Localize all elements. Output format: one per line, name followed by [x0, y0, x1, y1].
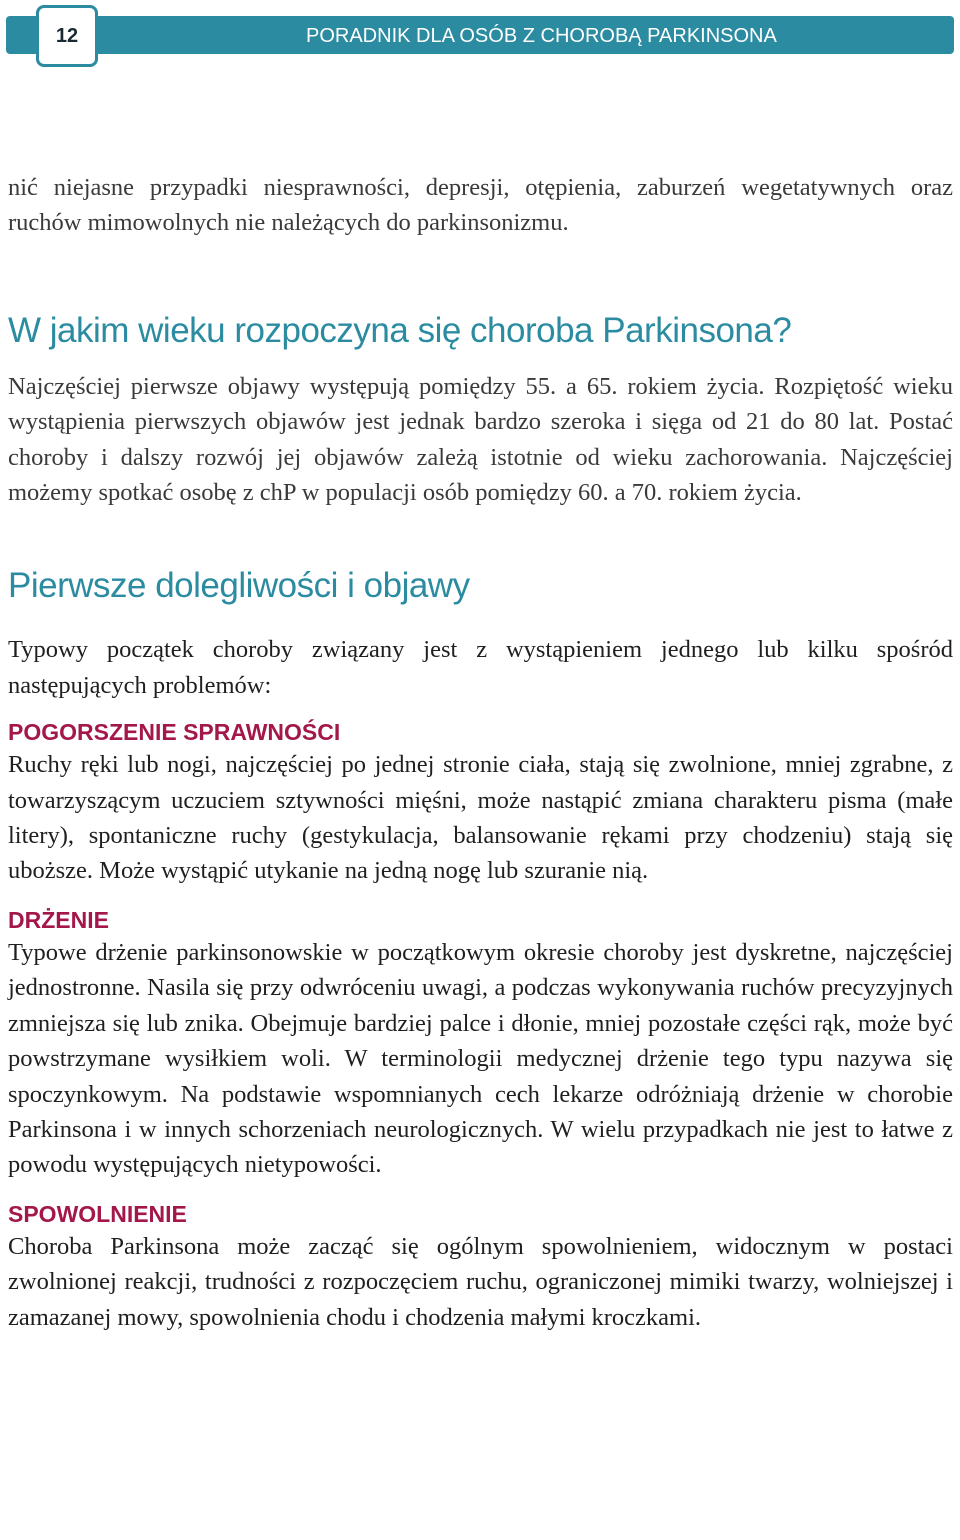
subheading-pogorszenie: POGORSZENIE SPRAWNOŚCI	[8, 719, 341, 746]
page-content	[8, 170, 953, 1335]
age-paragraph: Najczęściej pierwsze objawy występują pomiędzy 55. a 65. rokiem życia. Rozpiętość wieku wystąpienia pierwszych objawów jest jednak bardzo szeroka i sięga od 21 do 80 lat. Postać choroby i dalszy rozwój jej objawów zależą istotnie od wieku zachorowania. Najczęściej możemy spotkać osobę z chP w populacji osób pomiędzy 60. a 70. rokiem życia.	[8, 372, 953, 507]
section-heading-symptoms: Pierwsze dolegliwości i objawy	[8, 566, 470, 606]
subheading-drzenie: DRŻENIE	[8, 906, 109, 933]
paragraph-spowolnienie: Choroba Parkinsona może zacząć się ogólnym spowolnieniem, widocznym w postaci zwolnionej reakcji, trudności z rozpoczęciem ruchu, ograniczonej mimiki twarzy, wolniejszej i zamazanej mowy, spowolnienia chodu i chodzenia małymi kroczkami.	[8, 1232, 953, 1331]
page-number: 12	[36, 5, 98, 67]
symptoms-intro-paragraph: Typowy początek choroby związany jest z wystąpieniem jednego lub kilku spośród następujących problemów:	[8, 636, 953, 699]
section-heading-age: W jakim wieku rozpoczyna się choroba Parkinsona?	[8, 310, 792, 350]
subheading-spowolnienie: SPOWOLNIENIE	[8, 1200, 187, 1227]
paragraph-pogorszenie: Ruchy ręki lub nogi, najczęściej po jednej stronie ciała, stają się zwolnione, mniej zgrabne, z towarzyszącym uczuciem sztywności mięśni, może nastąpić zmiana charakteru pisma (małe litery), spontaniczne ruchy (gestykulacja, balansowanie rękami przy chodzeniu) stają się uboższe. Może wystąpić utykanie na jedną nogę lub szuranie nią.	[8, 751, 953, 885]
running-header-title: PORADNIK DLA OSÓB Z CHOROBĄ PARKINSONA	[306, 25, 777, 47]
paragraph-drzenie: Typowe drżenie parkinsonowskie w początkowym okresie choroby jest dyskretne, najczęściej jednostronne. Nasila się przy odwróceniu uwagi, a podczas wykonywania ruchów precyzyjnych zmniejsza się lub znika. Obejmuje bardziej palce i dłonie, mniej pozostałe części rąk, może być powstrzymane wysiłkiem woli. W terminologii medycznej drżenie tego typu nazywa się spoczynkowym. Na podstawie wspomnianych cech lekarze odróżniają drżenie w chorobie Parkinsona i w innych schorzeniach neurologicznych. W wielu przypadkach nie jest to łatwe z powodu występujących nietypowości.	[8, 938, 953, 1179]
intro-paragraph: nić niejasne przypadki niesprawności, depresji, otępienia, zaburzeń wegetatywnych oraz ruchów mimowolnych nie należących do parkinsonizmu.	[8, 174, 953, 237]
